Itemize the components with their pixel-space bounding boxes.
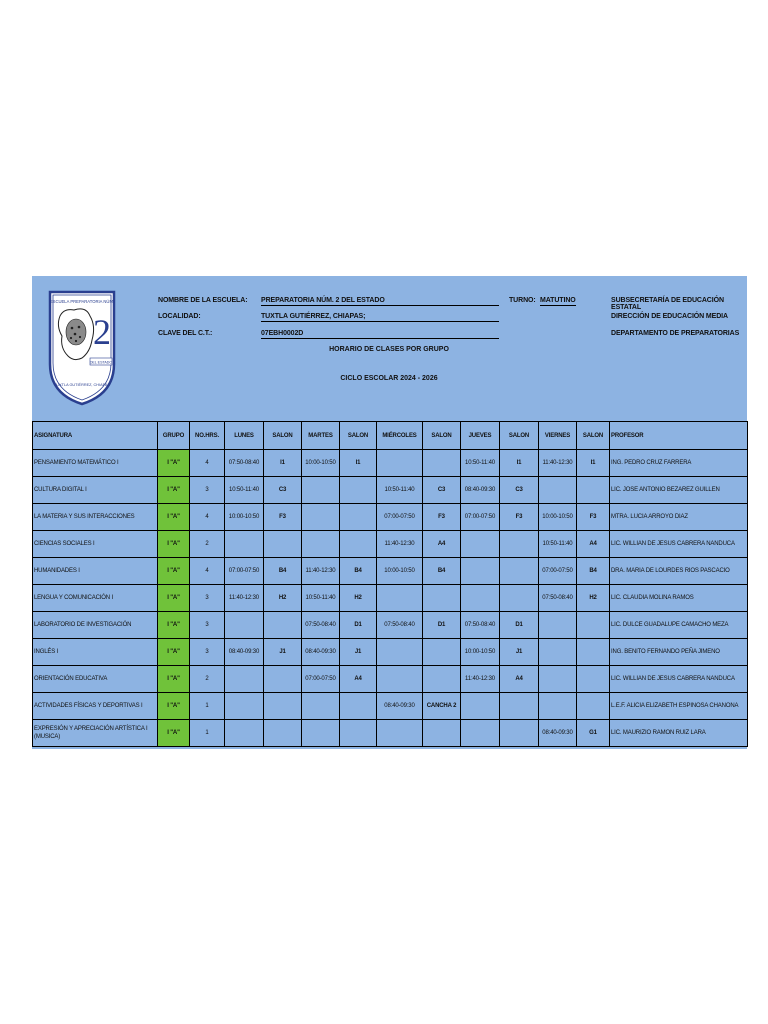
profesor-cell: L.E.F. ALICIA ELIZABETH ESPINOSA CHANONA — [610, 693, 748, 720]
grupo-cell: I "A" — [158, 477, 190, 504]
table-row — [33, 612, 748, 639]
schedule-title: HORARIO DE CLASES POR GRUPO — [329, 346, 449, 353]
table-row — [33, 639, 748, 666]
viernes-cell: 10:50-11:40 — [539, 531, 577, 558]
martes-cell: 07:00-07:50 — [302, 666, 340, 693]
martes-cell: 10:50-11:40 — [302, 585, 340, 612]
salon-cell — [423, 666, 461, 693]
asignatura-cell: ACTIVIDADES FÍSICAS Y DEPORTIVAS I — [33, 693, 158, 720]
salon-cell: B4 — [340, 558, 377, 585]
asignatura-cell: EXPRESIÓN Y APRECIACIÓN ARTÍSTICA I (MUSICA) — [33, 720, 158, 747]
col-miercoles: MIÉRCOLES — [377, 422, 423, 450]
viernes-cell — [539, 693, 577, 720]
martes-cell: 11:40-12:30 — [302, 558, 340, 585]
lunes-cell — [225, 531, 264, 558]
viernes-cell: 07:50-08:40 — [539, 585, 577, 612]
salon-cell: C3 — [500, 477, 539, 504]
asignatura-cell: LA MATERIA Y SUS INTERACCIONES — [33, 504, 158, 531]
salon-cell — [340, 504, 377, 531]
lunes-cell: 07:50-08:40 — [225, 450, 264, 477]
schedule-table — [32, 421, 748, 747]
profesor-cell: MTRA. LUCIA ARROYO DIAZ — [610, 504, 748, 531]
no-hrs-cell: 2 — [190, 531, 225, 558]
jueves-cell: 08:40-09:30 — [461, 477, 500, 504]
salon-cell: H2 — [340, 585, 377, 612]
jueves-cell — [461, 531, 500, 558]
asignatura-cell: HUMANIDADES I — [33, 558, 158, 585]
viernes-cell — [539, 639, 577, 666]
salon-cell — [577, 693, 610, 720]
col-profesor: PROFESOR — [610, 422, 748, 450]
nombre-value: PREPARATORIA NÚM. 2 DEL ESTADO — [261, 297, 499, 306]
col-martes: MARTES — [302, 422, 340, 450]
logo-top-text: ESCUELA PREPARATORIA NÚM. — [49, 299, 115, 304]
jueves-cell — [461, 693, 500, 720]
table-row — [33, 693, 748, 720]
no-hrs-cell: 3 — [190, 477, 225, 504]
table-row — [33, 585, 748, 612]
table-row — [33, 720, 748, 747]
salon-cell — [423, 639, 461, 666]
miercoles-cell: 10:50-11:40 — [377, 477, 423, 504]
salon-cell — [577, 477, 610, 504]
grupo-cell: I "A" — [158, 693, 190, 720]
viernes-cell — [539, 477, 577, 504]
grupo-cell: I "A" — [158, 504, 190, 531]
jueves-cell — [461, 558, 500, 585]
asignatura-cell: PENSAMIENTO MATEMÁTICO I — [33, 450, 158, 477]
salon-cell: J1 — [500, 639, 539, 666]
logo-badge-text: DEL ESTADO — [89, 360, 113, 365]
salon-cell: C3 — [264, 477, 302, 504]
grupo-cell: I "A" — [158, 666, 190, 693]
salon-cell: D1 — [340, 612, 377, 639]
salon-cell — [264, 693, 302, 720]
salon-cell — [423, 450, 461, 477]
viernes-cell — [539, 612, 577, 639]
nombre-label: NOMBRE DE LA ESCUELA: — [158, 297, 248, 304]
jueves-cell — [461, 720, 500, 747]
profesor-cell: DRA. MARIA DE LOURDES RIOS PASCACIO — [610, 558, 748, 585]
miercoles-cell — [377, 450, 423, 477]
grupo-cell: I "A" — [158, 639, 190, 666]
salon-cell: A4 — [423, 531, 461, 558]
localidad-label: LOCALIDAD: — [158, 313, 201, 320]
salon-cell: A4 — [500, 666, 539, 693]
col-lunes: LUNES — [225, 422, 264, 450]
table-row — [33, 531, 748, 558]
schedule-sheet — [32, 276, 747, 749]
salon-cell: F3 — [500, 504, 539, 531]
salon-cell: I1 — [577, 450, 610, 477]
miercoles-cell — [377, 585, 423, 612]
lunes-cell: 10:00-10:50 — [225, 504, 264, 531]
table-row — [33, 666, 748, 693]
salon-cell: C3 — [423, 477, 461, 504]
logo-number: 2 — [93, 312, 111, 352]
asignatura-cell: LABORATORIO DE INVESTIGACIÓN — [33, 612, 158, 639]
table-header-row — [33, 422, 748, 450]
grupo-cell: I "A" — [158, 531, 190, 558]
jueves-cell: 07:00-07:50 — [461, 504, 500, 531]
col-salon: SALON — [423, 422, 461, 450]
martes-cell: 08:40-09:30 — [302, 639, 340, 666]
profesor-cell: LIC. JOSE ANTONIO BEZAREZ GUILLEN — [610, 477, 748, 504]
martes-cell: 07:50-08:40 — [302, 612, 340, 639]
jueves-cell: 07:50-08:40 — [461, 612, 500, 639]
lunes-cell: 11:40-12:30 — [225, 585, 264, 612]
salon-cell: B4 — [423, 558, 461, 585]
salon-cell — [264, 612, 302, 639]
no-hrs-cell: 1 — [190, 720, 225, 747]
miercoles-cell — [377, 720, 423, 747]
viernes-cell — [539, 666, 577, 693]
asignatura-cell: CULTURA DIGITAL I — [33, 477, 158, 504]
lunes-cell — [225, 720, 264, 747]
salon-cell — [423, 720, 461, 747]
salon-cell: F3 — [577, 504, 610, 531]
col-salon: SALON — [500, 422, 539, 450]
viernes-cell: 10:00-10:50 — [539, 504, 577, 531]
lunes-cell — [225, 693, 264, 720]
jueves-cell: 10:50-11:40 — [461, 450, 500, 477]
subsecretaria-line: SUBSECRETARÍA DE EDUCACIÓN ESTATAL — [611, 297, 724, 311]
salon-cell — [340, 693, 377, 720]
salon-cell: F3 — [423, 504, 461, 531]
salon-cell: H2 — [577, 585, 610, 612]
departamento-line: DEPARTAMENTO DE PREPARATORIAS — [611, 330, 740, 337]
jueves-cell: 10:00-10:50 — [461, 639, 500, 666]
salon-cell: I1 — [340, 450, 377, 477]
viernes-cell: 07:00-07:50 — [539, 558, 577, 585]
salon-cell — [340, 531, 377, 558]
salon-cell — [500, 693, 539, 720]
lunes-cell — [225, 612, 264, 639]
martes-cell — [302, 531, 340, 558]
asignatura-cell: CIENCIAS SOCIALES I — [33, 531, 158, 558]
no-hrs-cell: 3 — [190, 585, 225, 612]
no-hrs-cell: 4 — [190, 504, 225, 531]
table-row — [33, 450, 748, 477]
salon-cell: F3 — [264, 504, 302, 531]
salon-cell — [577, 612, 610, 639]
turno-value: MATUTINO — [540, 297, 576, 304]
salon-cell — [264, 666, 302, 693]
salon-cell: B4 — [577, 558, 610, 585]
viernes-cell: 11:40-12:30 — [539, 450, 577, 477]
asignatura-cell: LENGUA Y COMUNICACIÓN I — [33, 585, 158, 612]
profesor-cell: LIC. CLAUDIA MOLINA RAMOS — [610, 585, 748, 612]
logo-bottom-text: TUXTLA GUTIÉRREZ, CHIAPAS — [54, 383, 110, 387]
lunes-cell: 07:00-07:50 — [225, 558, 264, 585]
localidad-value: TUXTLA GUTIÉRREZ, CHIAPAS; — [261, 313, 499, 322]
asignatura-cell: ORIENTACIÓN EDUCATIVA — [33, 666, 158, 693]
salon-cell: B4 — [264, 558, 302, 585]
profesor-cell: LIC. WILLIAN DE JESUS CABRERA NANDUCA — [610, 531, 748, 558]
martes-cell — [302, 693, 340, 720]
asignatura-cell: INGLÉS I — [33, 639, 158, 666]
turno-label: TURNO: — [509, 297, 536, 304]
salon-cell: J1 — [264, 639, 302, 666]
salon-cell — [577, 639, 610, 666]
salon-cell: A4 — [577, 531, 610, 558]
profesor-cell: LIC. DULCE GUADALUPE CAMACHO MEZA — [610, 612, 748, 639]
no-hrs-cell: 2 — [190, 666, 225, 693]
salon-cell — [264, 720, 302, 747]
salon-cell: H2 — [264, 585, 302, 612]
miercoles-cell: 11:40-12:30 — [377, 531, 423, 558]
profesor-cell: ING. PEDRO CRUZ FARRERA — [610, 450, 748, 477]
table-row — [33, 558, 748, 585]
col-viernes: VIERNES — [539, 422, 577, 450]
grupo-cell: I "A" — [158, 558, 190, 585]
salon-cell: D1 — [423, 612, 461, 639]
jueves-cell — [461, 585, 500, 612]
lunes-cell: 08:40-09:30 — [225, 639, 264, 666]
profesor-cell: LIC. MAURIZIO RAMON RUIZ LARA — [610, 720, 748, 747]
table-row — [33, 477, 748, 504]
no-hrs-cell: 1 — [190, 693, 225, 720]
col-salon: SALON — [264, 422, 302, 450]
clave-value: 07EBH0002D — [261, 330, 499, 339]
salon-cell: G1 — [577, 720, 610, 747]
salon-cell — [500, 585, 539, 612]
salon-cell — [264, 531, 302, 558]
martes-cell — [302, 477, 340, 504]
miercoles-cell — [377, 639, 423, 666]
col-salon: SALON — [340, 422, 377, 450]
salon-cell: I1 — [264, 450, 302, 477]
profesor-cell: LIC. WILLIAN DE JESUS CABRERA NANDUCA — [610, 666, 748, 693]
martes-cell — [302, 504, 340, 531]
salon-cell — [500, 531, 539, 558]
miercoles-cell: 08:40-09:30 — [377, 693, 423, 720]
miercoles-cell: 07:00-07:50 — [377, 504, 423, 531]
no-hrs-cell: 3 — [190, 639, 225, 666]
col-jueves: JUEVES — [461, 422, 500, 450]
salon-cell — [500, 720, 539, 747]
no-hrs-cell: 4 — [190, 450, 225, 477]
salon-cell: CANCHA 2 — [423, 693, 461, 720]
salon-cell: J1 — [340, 639, 377, 666]
grupo-cell: I "A" — [158, 612, 190, 639]
grupo-cell: I "A" — [158, 720, 190, 747]
salon-cell: I1 — [500, 450, 539, 477]
school-logo — [46, 286, 118, 408]
salon-cell — [423, 585, 461, 612]
profesor-cell: ING. BENITO FERNANDO PEÑA JIMENO — [610, 639, 748, 666]
col-asignatura: ASIGNATURA — [33, 422, 158, 450]
salon-cell: D1 — [500, 612, 539, 639]
sheet-header — [32, 276, 747, 421]
col-salon: SALON — [577, 422, 610, 450]
miercoles-cell — [377, 666, 423, 693]
salon-cell — [500, 558, 539, 585]
martes-cell: 10:00-10:50 — [302, 450, 340, 477]
salon-cell — [340, 720, 377, 747]
jueves-cell: 11:40-12:30 — [461, 666, 500, 693]
viernes-cell: 08:40-09:30 — [539, 720, 577, 747]
salon-cell — [340, 477, 377, 504]
miercoles-cell: 10:00-10:50 — [377, 558, 423, 585]
martes-cell — [302, 720, 340, 747]
lunes-cell — [225, 666, 264, 693]
salon-cell: A4 — [340, 666, 377, 693]
col-grupo: GRUPO — [158, 422, 190, 450]
grupo-cell: I "A" — [158, 585, 190, 612]
salon-cell — [577, 666, 610, 693]
ciclo-escolar: CICLO ESCOLAR 2024 - 2026 — [340, 375, 438, 382]
col-no-hrs: NO.HRS. — [190, 422, 225, 450]
grupo-cell: I "A" — [158, 450, 190, 477]
table-row — [33, 504, 748, 531]
no-hrs-cell: 4 — [190, 558, 225, 585]
lunes-cell: 10:50-11:40 — [225, 477, 264, 504]
miercoles-cell: 07:50-08:40 — [377, 612, 423, 639]
no-hrs-cell: 3 — [190, 612, 225, 639]
clave-label: CLAVE DEL C.T.: — [158, 330, 213, 337]
direccion-line: DIRECCIÓN DE EDUCACIÓN MEDIA — [611, 313, 728, 320]
